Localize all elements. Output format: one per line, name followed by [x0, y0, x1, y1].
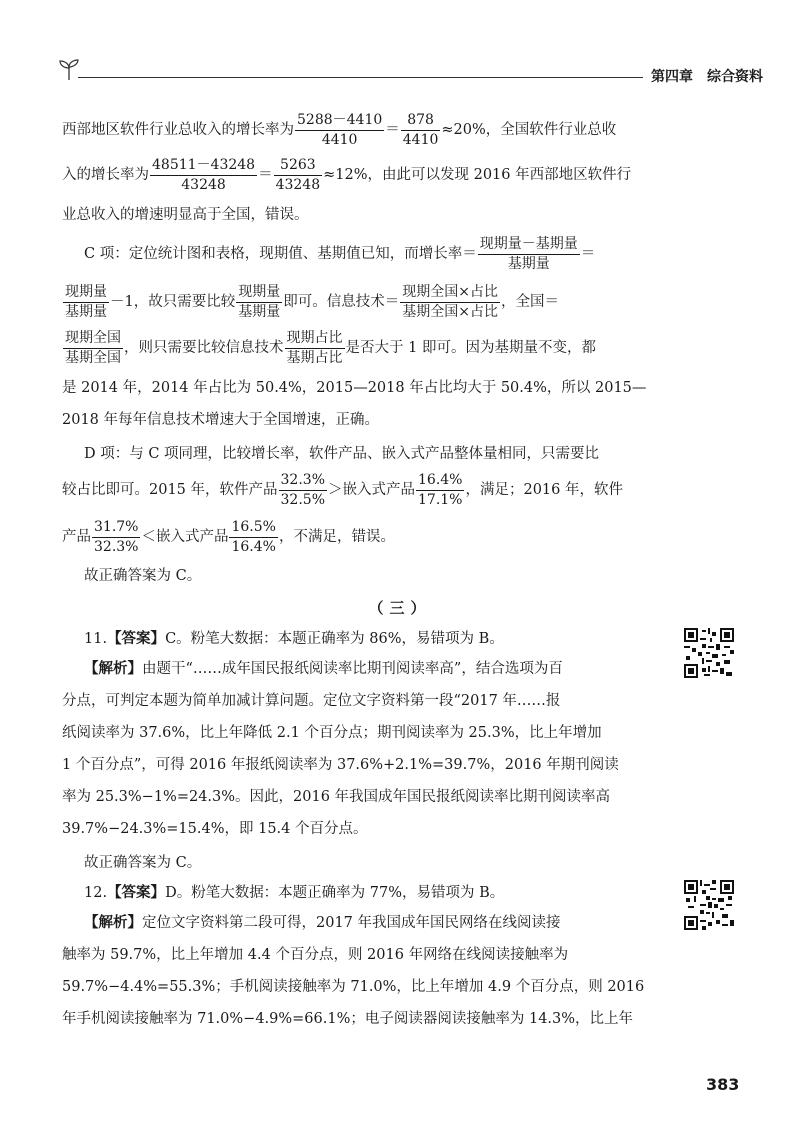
text-run: ≈20%，全国软件行业总收: [441, 122, 617, 138]
text-line: 触率为 59.7%，比上年增加 4.4 个百分点，则 2016 年网络在线阅读接触率为: [62, 947, 569, 963]
fraction: $\frac{\text{现期量－基期量}}{\text{基期量}}$: [479, 235, 578, 272]
chapter-title: [651, 66, 763, 86]
analysis-tag: 【解析】: [84, 914, 142, 931]
answer-line: 11.【答案】C。粉笔大数据：本题正确率为 86%，易错项为 B。: [84, 630, 504, 647]
analysis-tag: 【解析】: [84, 660, 142, 677]
fraction: $\frac{878}{4410}$: [402, 111, 439, 148]
text-line: 2018 年每年信息技术增速大于全国增速，正确。: [62, 412, 380, 428]
text-line: 1 个百分点”，可得 2016 年报纸阅读率为 37.6%+2.1%=39.7%，2016 年期刊阅读: [62, 757, 619, 773]
text-line: C 项：定位统计图和表格，现期值、基期值已知，而增长率＝ $\frac{\text{现期量－基期量}}{\text{基期量}}$ ＝: [84, 235, 596, 272]
fraction: $\frac{\text{现期全国}}{\text{基期全国}}$: [65, 329, 121, 366]
fraction: $\frac{16.5\%}{16.4\%}$: [231, 518, 276, 555]
qr-code-icon[interactable]: [684, 880, 734, 930]
text-line: 入的增长率为 $\frac{48511-43248}{43248}$ ＝ $\frac{5263}{43248}$ ≈12%，由此可以发现 2016 年西部地区软件行: [62, 156, 632, 193]
text-line: 业总收入的增速明显高于全国，错误。: [62, 207, 309, 223]
text-line: D 项：与 C 项同理，比较增长率，软件产品、嵌入式产品整体量相同，只需要比: [84, 446, 600, 462]
fraction: $\frac{\text{现期占比}}{\text{基期占比}}$: [286, 329, 343, 366]
answer-line: 12.【答案】D。粉笔大数据：本题正确率为 77%，易错项为 B。: [84, 884, 505, 901]
text-line: 故正确答案为 C。: [84, 568, 202, 584]
fraction: $\frac{5263}{43248}$: [275, 156, 321, 193]
fraction: $\frac{31.7\%}{32.3\%}$: [94, 518, 139, 555]
section-title: （三）: [368, 599, 432, 617]
text-line: 年手机阅读接触率为 71.0%−4.9%=66.1%；电子阅读器阅读接触率为 14.3%，比上年: [62, 1011, 634, 1027]
running-header: [58, 58, 763, 88]
text-line: 39.7%−24.3%=15.4%，即 15.4 个百分点。: [62, 821, 368, 837]
text-line: 故正确答案为 C。: [84, 855, 202, 871]
text-line: 分点，可判定本题为简单加减计算问题。定位文字资料第一段“2017 年……报: [62, 693, 561, 709]
page-number: 383: [706, 1075, 740, 1094]
fraction: $\frac{32.3\%}{32.5\%}$: [280, 471, 325, 508]
chapter-label: 第四章: [651, 69, 693, 85]
text-run: 西部地区软件行业总收入的增长率为: [62, 122, 294, 138]
text-line: $\frac{\text{现期量}}{\text{基期量}}$ －1，故只需要比较 $\frac{\text{现期量}}{\text{基期量}}$ 即可。信息技术＝ $\frac{\text{现期全国×占比}}{\text{基期全国×占比}}$ ，全国＝: [65, 283, 559, 320]
fraction: $\frac{\text{现期全国×占比}}{\text{基期全国×占比}}$: [402, 283, 498, 320]
answer-tag: 【答案】: [107, 630, 166, 647]
text-line: 纸阅读率为 37.6%，比上年降低 2.1 个百分点；期刊阅读率为 25.3%，比上年增加: [62, 725, 602, 741]
header-rule: [78, 77, 643, 78]
text-line: 【解析】由题干“……成年国民报纸阅读率比期刊阅读率高”，结合选项为百: [84, 660, 563, 677]
text-line: 较占比即可。2015 年，软件产品 $\frac{32.3\%}{32.5\%}$ ＞嵌入式产品 $\frac{16.4\%}{17.1\%}$ ，满足；2016 年，软件: [62, 471, 623, 508]
text-line: 西部地区软件行业总收入的增长率为 $\frac{5288-4410}{4410}$ ＝ $\frac{878}{4410}$ ≈20%，全国软件行业总收: [62, 111, 617, 148]
fraction: $\frac{48511-43248}{43248}$: [152, 156, 256, 193]
text-line: 产品 $\frac{31.7\%}{32.3\%}$ ＜嵌入式产品 $\frac{16.5\%}{16.4\%}$ ，不满足，错误。: [62, 518, 395, 555]
text-line: 59.7%−4.4%=55.3%；手机阅读接触率为 71.0%，比上年增加 4.9 个百分点，则 2016: [62, 979, 645, 995]
answer-tag: 【答案】: [107, 884, 166, 901]
header-rule-end: [734, 77, 748, 78]
text-line: $\frac{\text{现期全国}}{\text{基期全国}}$ ，则只需要比较信息技术 $\frac{\text{现期占比}}{\text{基期占比}}$ 是否大于 1 即可。因为基期量不变，都: [65, 329, 596, 366]
qr-code-icon[interactable]: [684, 628, 734, 678]
section-label: 综合资料: [707, 69, 763, 85]
text-line: 【解析】定位文字资料第二段可得，2017 年我国成年国民网络在线阅读接: [84, 914, 561, 931]
sprout-icon: [58, 58, 80, 82]
fraction: $\frac{5288-4410}{4410}$: [297, 111, 383, 148]
text-line: 是 2014 年，2014 年占比为 50.4%，2015—2018 年占比均大于 50.4%，所以 2015—: [62, 380, 647, 396]
text-line: 率为 25.3%−1%=24.3%。因此，2016 年我国成年国民报纸阅读率比期刊阅读率高: [62, 789, 611, 805]
fraction: $\frac{16.4\%}{17.1\%}$: [418, 471, 463, 508]
fraction: $\frac{\text{现期量}}{\text{基期量}}$: [65, 283, 107, 320]
fraction: $\frac{\text{现期量}}{\text{基期量}}$: [238, 283, 281, 320]
